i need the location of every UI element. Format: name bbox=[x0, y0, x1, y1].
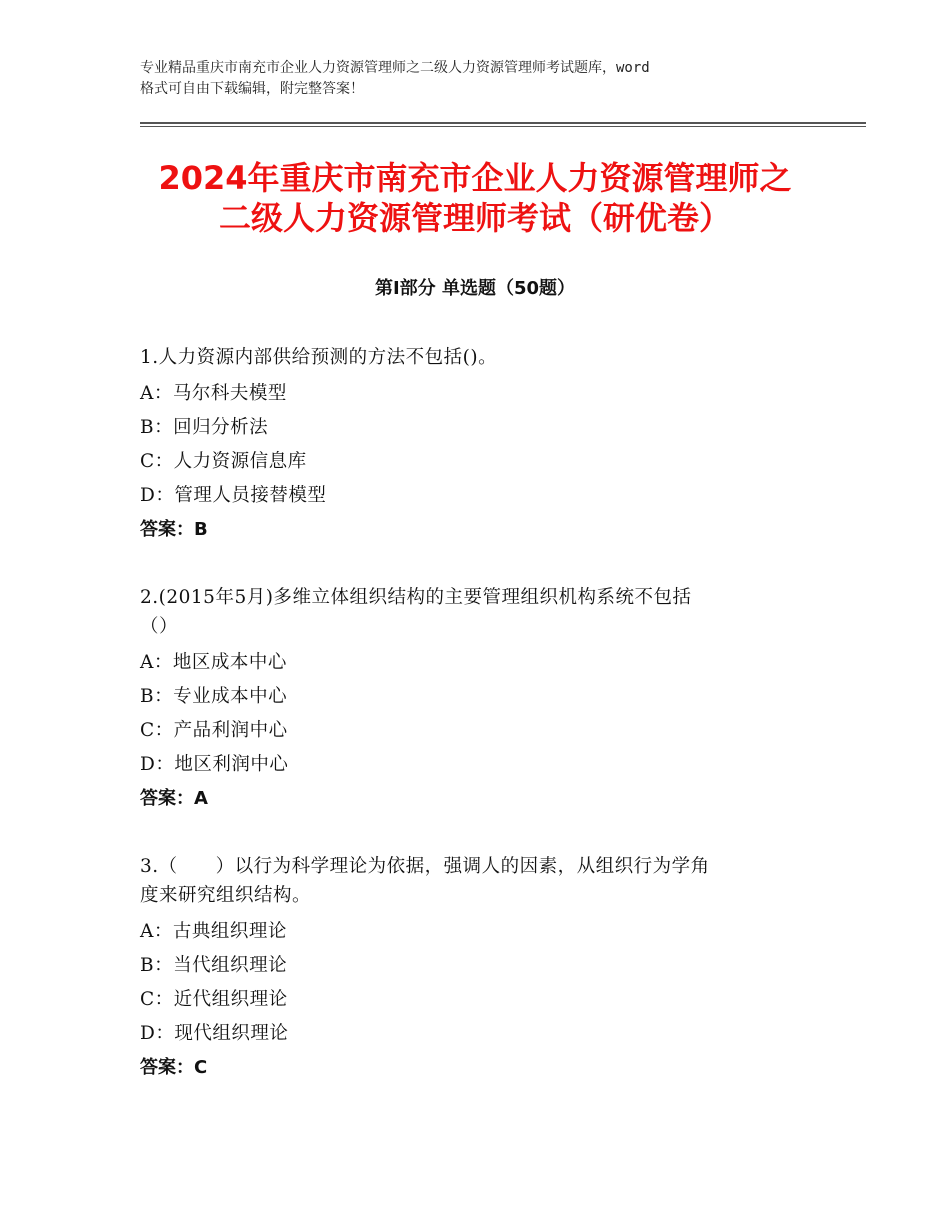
header-note-line-1: 专业精品重庆市南充市企业人力资源管理师之二级人力资源管理师考试题库，word bbox=[140, 60, 650, 76]
header-note-line-2: 格式可自由下载编辑，附完整答案！ bbox=[140, 81, 364, 97]
question-stem-line: （） bbox=[140, 616, 179, 637]
header-note bbox=[140, 58, 830, 100]
option-b: B：回归分析法 bbox=[140, 417, 269, 438]
question-stem bbox=[140, 343, 840, 372]
option-d: D：地区利润中心 bbox=[140, 754, 289, 775]
question-stem-line: 3.（ ）以行为科学理论为依据，强调人的因素，从组织行为学角 bbox=[140, 856, 710, 877]
option-a: A：古典组织理论 bbox=[140, 921, 287, 942]
question-stem bbox=[140, 852, 840, 910]
header-divider-thick bbox=[140, 122, 866, 124]
document-title-line-1: 2024年重庆市南充市企业人力资源管理师之 bbox=[158, 159, 792, 197]
question-3 bbox=[140, 852, 840, 1085]
question-stem-line: 度来研究组织结构。 bbox=[140, 885, 312, 906]
option-a: A：马尔科夫模型 bbox=[140, 383, 287, 404]
option-c: C：人力资源信息库 bbox=[140, 451, 307, 472]
answer-label: 答案：C bbox=[140, 1057, 208, 1078]
question-stem-line: 1.人力资源内部供给预测的方法不包括()。 bbox=[140, 347, 498, 368]
option-b: B：专业成本中心 bbox=[140, 686, 288, 707]
option-d: D：管理人员接替模型 bbox=[140, 485, 327, 506]
answer-label: 答案：A bbox=[140, 788, 208, 809]
answer-label: 答案：B bbox=[140, 519, 208, 540]
option-c: C：近代组织理论 bbox=[140, 989, 288, 1010]
header-divider-thin bbox=[140, 126, 866, 127]
question-stem-line: 2.(2015年5月)多维立体组织结构的主要管理组织机构系统不包括 bbox=[140, 587, 692, 608]
question-list bbox=[140, 343, 840, 1121]
question-1 bbox=[140, 343, 840, 547]
document-title bbox=[60, 158, 890, 238]
section-title: 第Ⅰ部分 单选题（50题） bbox=[374, 278, 575, 299]
option-c: C：产品利润中心 bbox=[140, 720, 288, 741]
option-d: D：现代组织理论 bbox=[140, 1023, 289, 1044]
question-2 bbox=[140, 583, 840, 816]
question-stem bbox=[140, 583, 840, 641]
document-title-line-2: 二级人力资源管理师考试（研优卷） bbox=[218, 199, 731, 237]
option-b: B：当代组织理论 bbox=[140, 955, 288, 976]
option-a: A：地区成本中心 bbox=[140, 652, 287, 673]
